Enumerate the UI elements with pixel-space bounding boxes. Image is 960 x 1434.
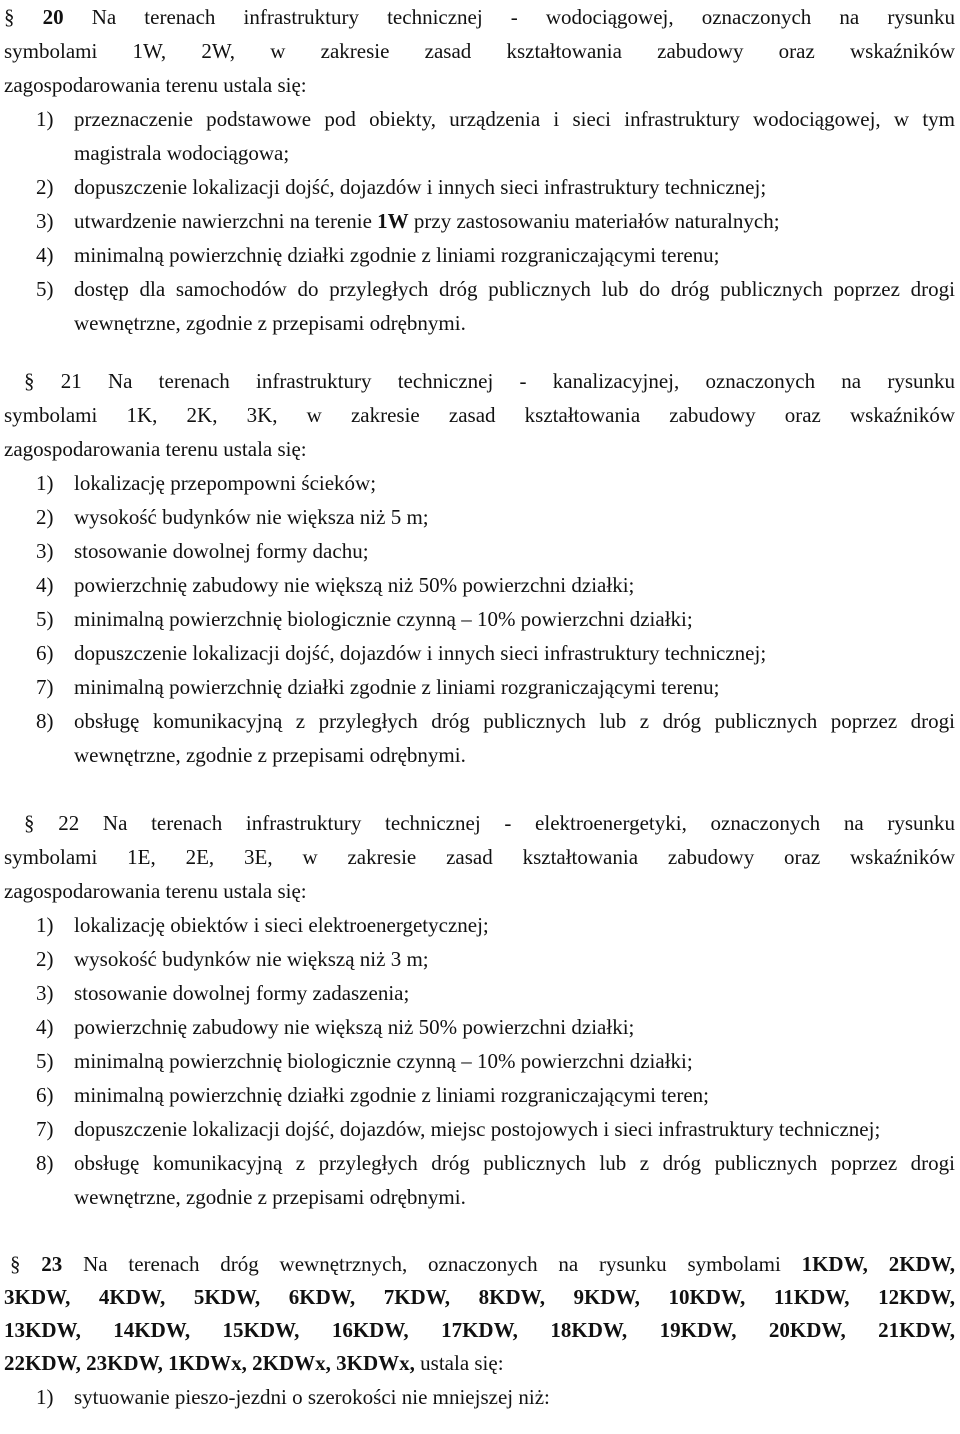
list-item xyxy=(4,636,955,670)
item-text: minimalną powierzchnię działki zgodnie z liniami rozgraniczającymi teren; xyxy=(74,1083,709,1107)
item-number: 3) xyxy=(36,209,54,233)
list-item xyxy=(4,500,955,534)
list-item xyxy=(4,1078,955,1112)
item-text: wysokość budynków nie większą niż 3 m; xyxy=(74,947,429,971)
item-number: 3) xyxy=(36,981,54,1005)
section-20-heading xyxy=(4,0,955,102)
list-item xyxy=(4,976,955,1010)
list-item xyxy=(4,534,955,568)
list-item xyxy=(4,1380,955,1414)
section-20-heading-line-1 xyxy=(4,0,955,34)
item-text: dopuszczenie lokalizacji dojść, dojazdów, miejsc postojowych i sieci infrastruktury technicznej; xyxy=(74,1117,881,1141)
section-21-heading-line-3: zagospodarowania terenu ustala się: xyxy=(4,437,307,461)
item-text: wysokość budynków nie większa niż 5 m; xyxy=(74,505,429,529)
section-20-list xyxy=(4,102,955,340)
item-symbol: 1W xyxy=(377,209,409,233)
list-item xyxy=(4,568,955,602)
item-text: powierzchnię zabudowy nie większą niż 50% powierzchni działki; xyxy=(74,1015,635,1039)
section-22-heading xyxy=(4,806,955,908)
item-number: 1) xyxy=(36,471,54,495)
item-number: 2) xyxy=(36,175,54,199)
heading-text: Na terenach dróg wewnętrznych, oznaczonych na rysunku symbolami xyxy=(83,1252,781,1276)
item-number: 7) xyxy=(36,675,54,699)
list-item xyxy=(4,908,955,942)
road-symbols-line-4: 22KDW, 23KDW, 1KDWx, 2KDWx, 3KDWx, xyxy=(4,1351,415,1375)
list-item xyxy=(4,204,955,238)
item-number: 5) xyxy=(36,1049,54,1073)
section-23-list xyxy=(4,1380,955,1414)
item-text: stosowanie dowolnej formy zadaszenia; xyxy=(74,981,410,1005)
heading-text: Na terenach infrastruktury technicznej - wodociągowej, oznaczonych na rysunku xyxy=(91,5,956,29)
item-text: minimalną powierzchnię działki zgodnie z liniami rozgraniczającymi terenu; xyxy=(74,243,720,267)
list-item xyxy=(4,238,955,272)
section-number: 21 xyxy=(60,369,82,393)
item-text: sytuowanie pieszo-jezdni o szerokości nie mniejszej niż: xyxy=(74,1385,550,1409)
item-text: obsługę komunikacyjną z przyległych dróg publicznych lub z dróg publicznych poprzez drogi wewnętrzne, zgodnie z przepisami odrębnymi. xyxy=(74,709,955,767)
section-21-heading-line-2: symbolami 1K, 2K, 3K, w zakresie zasad kształtowania zabudowy oraz wskaźników xyxy=(4,403,955,427)
list-item xyxy=(4,170,955,204)
section-23-heading-line-4 xyxy=(4,1351,504,1375)
item-number: 4) xyxy=(36,573,54,597)
section-number: 22 xyxy=(58,811,80,835)
item-number: 8) xyxy=(36,1151,54,1175)
item-number: 3) xyxy=(36,539,54,563)
section-20 xyxy=(4,0,955,340)
item-text: utwardzenie nawierzchni na terenie xyxy=(74,209,378,233)
item-text: lokalizację przepompowni ścieków; xyxy=(74,471,377,495)
paragraph-mark: § xyxy=(4,5,15,29)
item-number: 2) xyxy=(36,505,54,529)
item-text: dopuszczenie lokalizacji dojść, dojazdów i innych sieci infrastruktury technicznej; xyxy=(74,175,767,199)
list-item xyxy=(4,1112,955,1146)
item-number: 8) xyxy=(36,709,54,733)
item-number: 6) xyxy=(36,1083,54,1107)
paragraph-mark: § xyxy=(24,811,35,835)
section-21 xyxy=(4,364,955,772)
item-number: 6) xyxy=(36,641,54,665)
section-number: 23 xyxy=(41,1252,63,1276)
heading-outro: ustala się: xyxy=(420,1351,504,1375)
section-20-heading-line-3: zagospodarowania terenu ustala się: xyxy=(4,73,307,97)
heading-text: Na terenach infrastruktury technicznej - elektroenergetyki, oznaczonych na rysunku xyxy=(102,811,956,835)
item-text: powierzchnię zabudowy nie większą niż 50% powierzchni działki; xyxy=(74,573,635,597)
item-text: lokalizację obiektów i sieci elektroenergetycznej; xyxy=(74,913,489,937)
section-21-list xyxy=(4,466,955,772)
section-22-heading-line-1 xyxy=(4,806,955,840)
section-22-list xyxy=(4,908,955,1214)
section-22-heading-line-2: symbolami 1E, 2E, 3E, w zakresie zasad kształtowania zabudowy oraz wskaźników xyxy=(4,845,955,869)
list-item xyxy=(4,670,955,704)
list-item xyxy=(4,1044,955,1078)
item-number: 2) xyxy=(36,947,54,971)
item-number: 1) xyxy=(36,107,54,131)
item-number: 4) xyxy=(36,243,54,267)
road-symbols-line-2: 3KDW, 4KDW, 5KDW, 6KDW, 7KDW, 8KDW, 9KDW, 10KDW, 11KDW, 12KDW, xyxy=(4,1285,955,1309)
list-item xyxy=(4,602,955,636)
item-text: dostęp dla samochodów do przyległych dróg publicznych lub do dróg publicznych poprzez drogi wewnętrzne, zgodnie z przepisami odrębnymi. xyxy=(74,277,955,335)
list-item xyxy=(4,1146,955,1214)
road-symbols: 1KDW, 2KDW, xyxy=(801,1252,956,1276)
section-23-heading xyxy=(4,1248,955,1380)
item-text: dopuszczenie lokalizacji dojść, dojazdów i innych sieci infrastruktury technicznej; xyxy=(74,641,767,665)
section-number: 20 xyxy=(42,5,64,29)
item-number: 7) xyxy=(36,1117,54,1141)
list-item xyxy=(4,272,955,340)
paragraph-mark: § xyxy=(24,369,35,393)
item-number: 4) xyxy=(36,1015,54,1039)
section-22 xyxy=(4,806,955,1214)
list-item xyxy=(4,466,955,500)
list-item xyxy=(4,102,955,170)
item-text: minimalną powierzchnię działki zgodnie z liniami rozgraniczającymi terenu; xyxy=(74,675,720,699)
paragraph-mark: § xyxy=(10,1252,21,1276)
section-22-heading-line-3: zagospodarowania terenu ustala się: xyxy=(4,879,307,903)
item-text: przeznaczenie podstawowe pod obiekty, urządzenia i sieci infrastruktury wodociągowej, w tym magistrala wodociągowa; xyxy=(74,107,955,165)
list-item xyxy=(4,704,955,772)
item-number: 5) xyxy=(36,277,54,301)
section-21-heading-line-1 xyxy=(4,364,955,398)
item-text: minimalną powierzchnię biologicznie czynną – 10% powierzchni działki; xyxy=(74,607,693,631)
section-20-heading-line-2: symbolami 1W, 2W, w zakresie zasad kształtowania zabudowy oraz wskaźników xyxy=(4,39,955,63)
item-text-after: przy zastosowaniu materiałów naturalnych; xyxy=(408,209,780,233)
section-21-heading xyxy=(4,364,955,466)
item-text: minimalną powierzchnię biologicznie czynną – 10% powierzchni działki; xyxy=(74,1049,693,1073)
item-number: 5) xyxy=(36,607,54,631)
road-symbols-line-3: 13KDW, 14KDW, 15KDW, 16KDW, 17KDW, 18KDW, 19KDW, 20KDW, 21KDW, xyxy=(4,1318,955,1342)
heading-text: Na terenach infrastruktury technicznej - kanalizacyjnej, oznaczonych na rysunku xyxy=(107,369,956,393)
item-number: 1) xyxy=(36,913,54,937)
item-text: obsługę komunikacyjną z przyległych dróg publicznych lub z dróg publicznych poprzez drogi wewnętrzne, zgodnie z przepisami odrębnymi. xyxy=(74,1151,955,1209)
item-text: stosowanie dowolnej formy dachu; xyxy=(74,539,369,563)
section-23-heading-line-1 xyxy=(4,1248,955,1281)
section-23 xyxy=(4,1248,955,1414)
list-item xyxy=(4,942,955,976)
item-number: 1) xyxy=(36,1385,54,1409)
list-item xyxy=(4,1010,955,1044)
